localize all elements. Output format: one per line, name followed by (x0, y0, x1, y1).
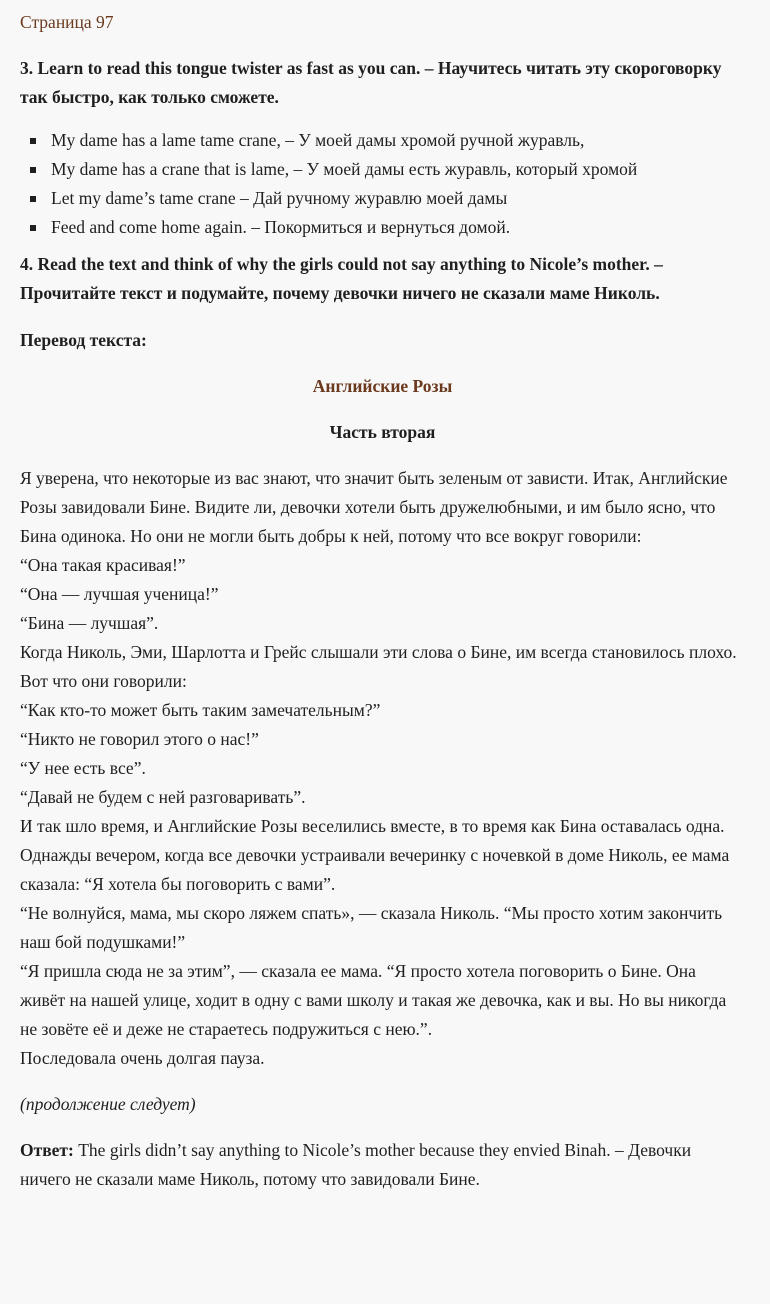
story-paragraph: “У нее есть все”. (20, 758, 146, 778)
answer-text: The girls didn’t say anything to Nicole’s mother because they envied Binah. – Девочки ничего не сказали маме Николь, потому что завидовали Бине. (20, 1140, 692, 1189)
story-title: Английские Розы (312, 376, 453, 396)
story-paragraph: Однажды вечером, когда все девочки устраивали вечеринку с ночевкой в доме Николь, ее мама сказала: “Я хотела бы поговорить с вами”. (20, 845, 730, 894)
story-body (20, 464, 745, 1073)
bullet-icon (30, 167, 36, 173)
page-number: Страница 97 (20, 12, 114, 32)
list-item (30, 155, 745, 184)
story-paragraph: “Она — лучшая ученица!” (20, 584, 219, 604)
story-paragraph: “Я пришла сюда не за этим”, — сказала ее мама. “Я просто хотела поговорить о Бине. Она живёт на нашей улице, ходит в одну с вами школу и такая же девочка, как и вы. Но вы никогда не зовёте её и деже не стараетесь подружиться с нею.”. (20, 961, 727, 1039)
bullet-icon (30, 225, 36, 231)
story-paragraph: “Бина — лучшая”. (20, 613, 159, 633)
story-paragraph: “Как кто-то может быть таким замечательным?” (20, 700, 381, 720)
story-paragraph: “Никто не говорил этого о нас!” (20, 729, 259, 749)
list-item-text: Let my dame’s tame crane – Дай ручному журавлю моей дамы (51, 188, 508, 208)
story-paragraph: “Она такая красивая!” (20, 555, 186, 575)
bullet-icon (30, 196, 36, 202)
story-paragraph: Последовала очень долгая пауза. (20, 1048, 265, 1068)
list-item (30, 184, 745, 213)
story-paragraph: “Не волнуйся, мама, мы скоро ляжем спать», — сказала Николь. “Мы просто хотим закончить наш бой подушками!” (20, 903, 723, 952)
translation-label: Перевод текста: (20, 330, 147, 350)
task-3-heading: 3. Learn to read this tongue twister as fast as you can. – Научитесь читать эту скороговорку так быстро, как только сможете. (20, 58, 722, 107)
story-paragraph: И так шло время, и Английские Розы веселились вместе, в то время как Бина оставалась одна. (20, 816, 725, 836)
list-item-text: My dame has a crane that is lame, – У моей дамы есть журавль, который хромой (51, 159, 638, 179)
story-paragraph: “Давай не будем с ней разговаривать”. (20, 787, 306, 807)
list-item (30, 126, 745, 155)
list-item (30, 213, 745, 242)
story-part-heading: Часть вторая (329, 422, 436, 442)
list-item-text: Feed and come home again. – Покормиться и вернуться домой. (51, 217, 511, 237)
tongue-twister-list (20, 126, 745, 242)
list-item-text: My dame has a lame tame crane, – У моей дамы хромой ручной журавль, (51, 130, 585, 150)
answer (20, 1136, 745, 1194)
bullet-icon (30, 138, 36, 144)
task-4-heading: 4. Read the text and think of why the girls could not say anything to Nicole’s mother. – Прочитайте текст и подумайте, почему девочки ничего не сказали маме Николь. (20, 254, 663, 303)
story-paragraph: Когда Николь, Эми, Шарлотта и Грейс слышали эти слова о Бине, им всегда становилось плохо. Вот что они говорили: (20, 642, 737, 691)
answer-label: Ответ: (20, 1140, 74, 1160)
continued-note: (продолжение следует) (20, 1094, 196, 1114)
story-paragraph: Я уверена, что некоторые из вас знают, что значит быть зеленым от зависти. Итак, Английские Розы завидовали Бине. Видите ли, девочки хотели быть дружелюбными, и им было ясно, что Бина одинока. Но они не могли быть добры к ней, потому что все вокруг говорили: (20, 468, 728, 546)
